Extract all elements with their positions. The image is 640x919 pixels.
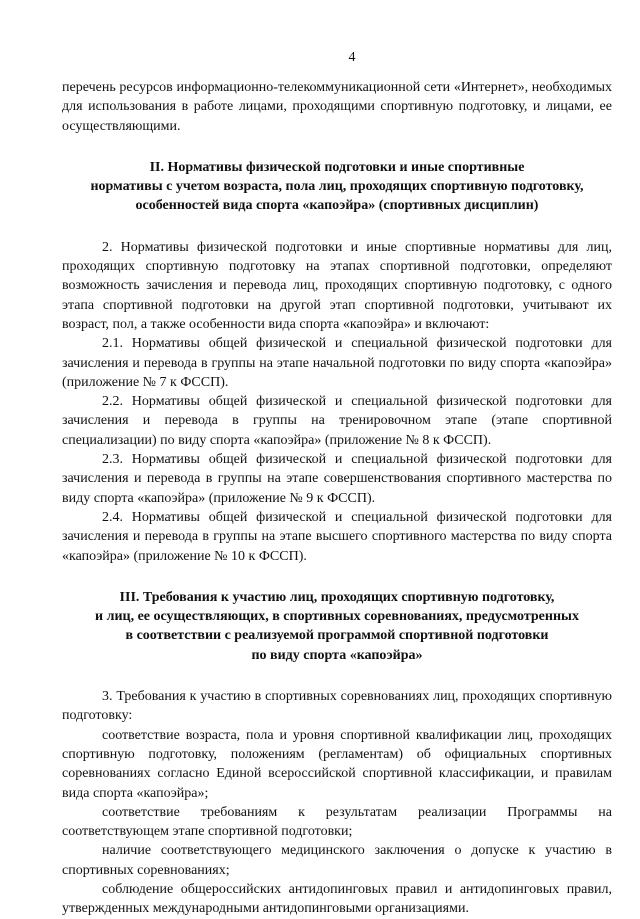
heading-line: особенностей вида спорта «капоэйра» (спортивных дисциплин) [135,198,539,214]
requirement-age-gender: соответствие возраста, пола и уровня спортивной квалификации лиц, проходящих спортивную подготовку, положениям (регламентам) об официальных спортивных соревнованиях согласно Единой всероссийской спортивной классификации, и правилам вида спорта «капоэйра»; [62,727,612,801]
heading-line: по виду спорта «капоэйра» [251,647,423,663]
section-3-heading [62,588,612,665]
heading-line: нормативы с учетом возраста, пола лиц, проходящих спортивную подготовку, [90,179,584,195]
heading-line: в соответствии с реализуемой программой спортивной подготовки [125,628,549,644]
page-number: 4 [348,50,356,65]
heading-line: и лиц, ее осуществляющих, в спортивных соревнованиях, предусмотренных [95,609,579,625]
paragraph-3: 3. Требования к участию в спортивных соревнованиях лиц, проходящих спортивную подготовку: [62,689,612,724]
intro-paragraph: перечень ресурсов информационно-телекоммуникационной сети «Интернет», необходимых для использования в работе лицами, проходящими спортивную подготовку, и лицами, ее осуществляющими. [62,80,612,134]
paragraph-2-2: 2.2. Нормативы общей физической и специальной физической подготовки для зачисления и перевода в группы на тренировочном этапе (этапе спортивной специализации) по виду спорта «капоэйра» (приложение № 8 к ФССП). [62,394,612,448]
requirement-antidoping: соблюдение общероссийских антидопинговых правил и антидопинговых правил, утвержденных международными антидопинговыми организациями. [62,881,612,917]
requirement-medical: наличие соответствующего медицинского заключения о допуске к участию в спортивных соревнованиях; [62,843,612,878]
heading-line: II. Нормативы физической подготовки и иные спортивные [149,159,525,175]
section-2-heading [62,158,612,216]
paragraph-2-4: 2.4. Нормативы общей физической и специальной физической подготовки для зачисления и перевода в группы на этапе высшего спортивного мастерства по виду спорта «капоэйра» (приложение № 10 к ФССП). [62,509,612,564]
requirement-results: соответствие требованиям к результатам реализации Программы на соответствующем этапе спортивной подготовки; [62,804,612,840]
paragraph-2-1: 2.1. Нормативы общей физической и специальной физической подготовки для зачисления и перевода в группы на этапе начальной подготовки по виду спорта «капоэйра» (приложение № 7 к ФССП). [62,336,612,390]
paragraph-2: 2. Нормативы физической подготовки и иные спортивные нормативы для лиц, проходящих спортивную подготовку на этапах спортивной подготовки, определяют возможность зачисления и перевода лиц, проходящих спортивную подготовку, с одного этапа спортивной подготовки на другой этап спортивной подготовки, учитывают их возраст, пол, а также особенности вида спорта «капоэйра» и включают: [62,239,612,332]
paragraph-2-3: 2.3. Нормативы общей физической и специальной физической подготовки для зачисления и перевода в группы на этапе совершенствования спортивного мастерства по виду спорта «капоэйра» (приложение № 9 к ФССП). [62,452,612,506]
heading-line: III. Требования к участию лиц, проходящих спортивную подготовку, [119,589,555,605]
